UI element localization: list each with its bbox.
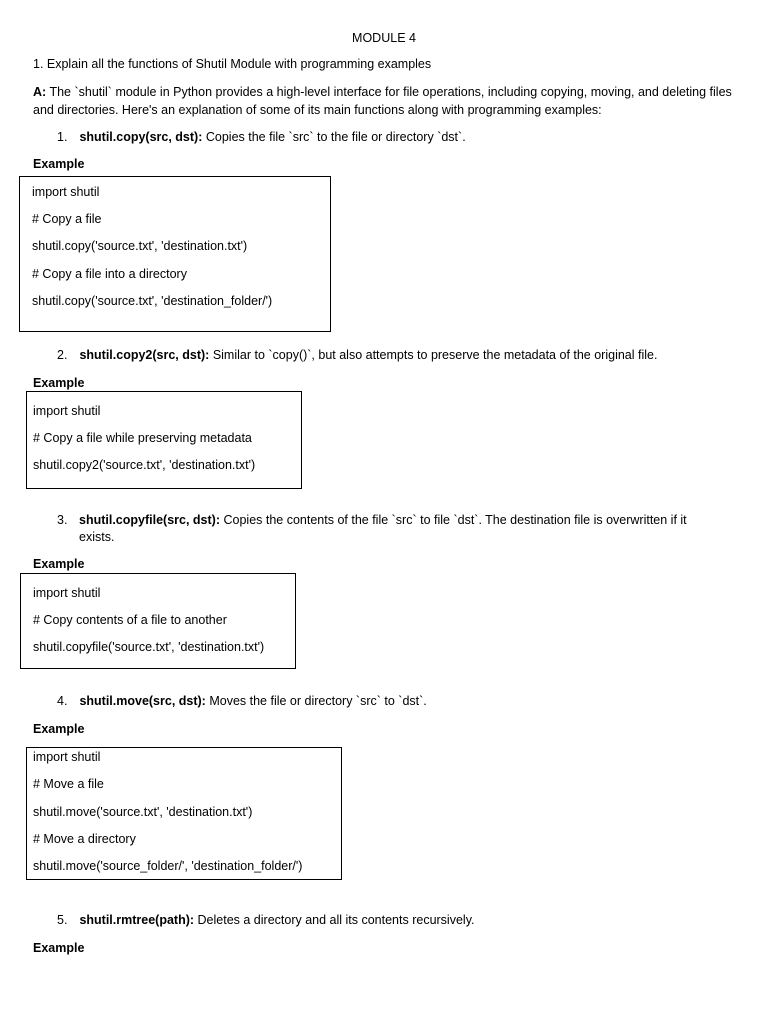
code-line: import shutil <box>33 404 101 418</box>
answer-text: The `shutil` module in Python provides a high-level interface for file operations, including copying, moving, and deleting files and directories. Here's an explanation of some of its main functions along with programming examples: <box>33 85 732 117</box>
answer-paragraph <box>33 83 733 119</box>
code-line: import shutil <box>33 586 101 600</box>
section-number: 4. <box>57 694 68 708</box>
section-3-heading <box>57 512 717 546</box>
section-number: 5. <box>57 913 68 927</box>
code-line: # Move a directory <box>33 832 136 846</box>
example-label: Example <box>33 557 85 571</box>
code-line: shutil.copy2('source.txt', 'destination.txt') <box>33 458 256 472</box>
function-signature: shutil.rmtree(path): <box>79 913 195 927</box>
page-title: MODULE 4 <box>352 31 416 45</box>
function-description: Copies the file `src` to the file or directory `dst`. <box>205 130 466 144</box>
code-line: shutil.move('source_folder/', 'destination_folder/') <box>33 859 303 873</box>
question-text: 1. Explain all the functions of Shutil Module with programming examples <box>33 57 432 71</box>
code-line: # Copy a file <box>32 212 102 226</box>
code-line: shutil.copy('source.txt', 'destination.txt') <box>32 239 248 253</box>
function-signature: shutil.copyfile(src, dst): <box>79 513 220 527</box>
example-label: Example <box>33 157 85 171</box>
section-number: 2. <box>57 348 68 362</box>
code-box-1 <box>19 176 331 332</box>
code-line: shutil.move('source.txt', 'destination.txt') <box>33 805 253 819</box>
section-number: 1. <box>57 130 68 144</box>
section-2-heading <box>57 347 657 363</box>
function-signature: shutil.copy(src, dst): <box>79 130 203 144</box>
function-description: Similar to `copy()`, but also attempts to preserve the metadata of the original file. <box>212 348 658 362</box>
code-line: # Copy a file into a directory <box>32 267 187 281</box>
code-box-4 <box>26 747 342 880</box>
answer-label: A: <box>33 85 47 99</box>
code-line: import shutil <box>33 750 101 764</box>
section-number: 3. <box>57 513 68 527</box>
code-box-2 <box>26 391 302 489</box>
code-line: # Move a file <box>33 777 104 791</box>
code-line: shutil.copyfile('source.txt', 'destination.txt') <box>33 640 265 654</box>
section-4-heading <box>57 693 427 709</box>
code-line: # Copy contents of a file to another <box>33 613 227 627</box>
example-label: Example <box>33 376 85 390</box>
section-1-heading <box>57 129 466 145</box>
example-label: Example <box>33 941 85 955</box>
function-description: Moves the file or directory `src` to `dst`. <box>209 694 427 708</box>
code-line: import shutil <box>32 185 100 199</box>
code-line: shutil.copy('source.txt', 'destination_folder/') <box>32 294 273 308</box>
function-description: Deletes a directory and all its contents recursively. <box>197 913 475 927</box>
code-line: # Copy a file while preserving metadata <box>33 431 252 445</box>
function-signature: shutil.copy2(src, dst): <box>79 348 210 362</box>
function-signature: shutil.move(src, dst): <box>79 694 206 708</box>
code-box-3 <box>20 573 296 669</box>
function-description: Copies the contents of the file `src` to file `dst`. The destination file is overwritten if it exists. <box>79 513 687 544</box>
example-label: Example <box>33 722 85 736</box>
section-5-heading <box>57 912 475 928</box>
